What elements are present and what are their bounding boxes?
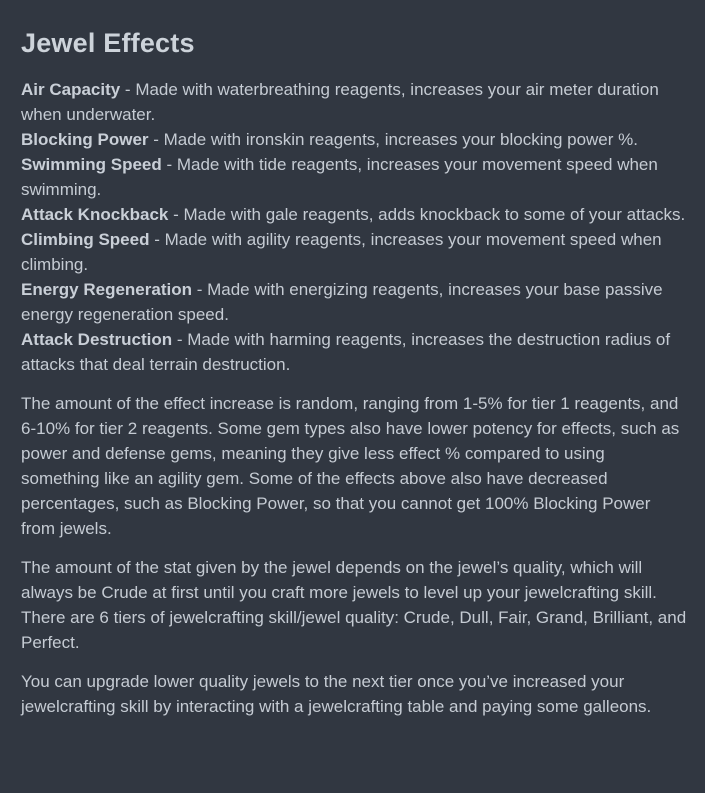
- effect-separator: -: [149, 230, 165, 249]
- paragraph-jewel-quality-tiers: The amount of the stat given by the jewel depends on the jewel’s quality, which will always be Crude at first until you craft more jewels to level up your jewelcrafting skill. There are 6 tiers of jewelcrafting skill/jewel quality: Crude, Dull, Fair, Grand, Brilliant, and Perfect.: [21, 558, 687, 652]
- effect-separator: -: [161, 155, 177, 174]
- effect-description: Made with waterbreathing reagents, increases your air meter duration when underwater.: [21, 80, 659, 124]
- effect-description: Made with energizing reagents, increases your base passive energy regeneration speed.: [21, 280, 663, 324]
- effect-separator: -: [120, 80, 136, 99]
- effect-term: Energy Regeneration: [21, 280, 192, 299]
- effect-term: Climbing Speed: [21, 230, 150, 249]
- effect-separator: -: [168, 205, 184, 224]
- effect-separator: -: [148, 130, 164, 149]
- effect-description: Made with tide reagents, increases your movement speed when swimming.: [21, 155, 658, 199]
- effect-entry: [21, 277, 687, 327]
- paragraph-jewel-upgrading: You can upgrade lower quality jewels to the next tier once you’ve increased your jewelcrafting skill by interacting with a jewelcrafting table and paying some galleons.: [21, 672, 652, 716]
- effects-list: [21, 77, 687, 377]
- effect-entry: [21, 77, 687, 127]
- effect-term: Attack Destruction: [21, 330, 173, 349]
- effect-entry: [21, 227, 687, 277]
- effect-entry: [21, 202, 687, 227]
- effect-description: Made with harming reagents, increases the destruction radius of attacks that deal terrain destruction.: [21, 330, 671, 374]
- effect-entry: [21, 152, 687, 202]
- effect-term: Attack Knockback: [21, 205, 169, 224]
- page-title: Jewel Effects: [21, 28, 195, 58]
- effect-separator: -: [192, 280, 208, 299]
- effect-term: Blocking Power: [21, 130, 149, 149]
- paragraph-effect-randomness: The amount of the effect increase is random, ranging from 1-5% for tier 1 reagents, and 6-10% for tier 2 reagents. Some gem types also have lower potency for effects, such as power and defense gems, meaning they give less effect % compared to using something like an agility gem. Some of the effects above also have decreased percentages, such as Blocking Power, so that you cannot get 100% Blocking Power from jewels.: [21, 394, 680, 538]
- effect-description: Made with gale reagents, adds knockback to some of your attacks.: [183, 205, 686, 224]
- effect-entry: [21, 127, 687, 152]
- effect-separator: -: [172, 330, 188, 349]
- effect-description: Made with agility reagents, increases your movement speed when climbing.: [21, 230, 662, 274]
- effect-description: Made with ironskin reagents, increases your blocking power %.: [163, 130, 638, 149]
- effect-term: Air Capacity: [21, 80, 121, 99]
- effect-entry: [21, 327, 687, 377]
- effect-term: Swimming Speed: [21, 155, 162, 174]
